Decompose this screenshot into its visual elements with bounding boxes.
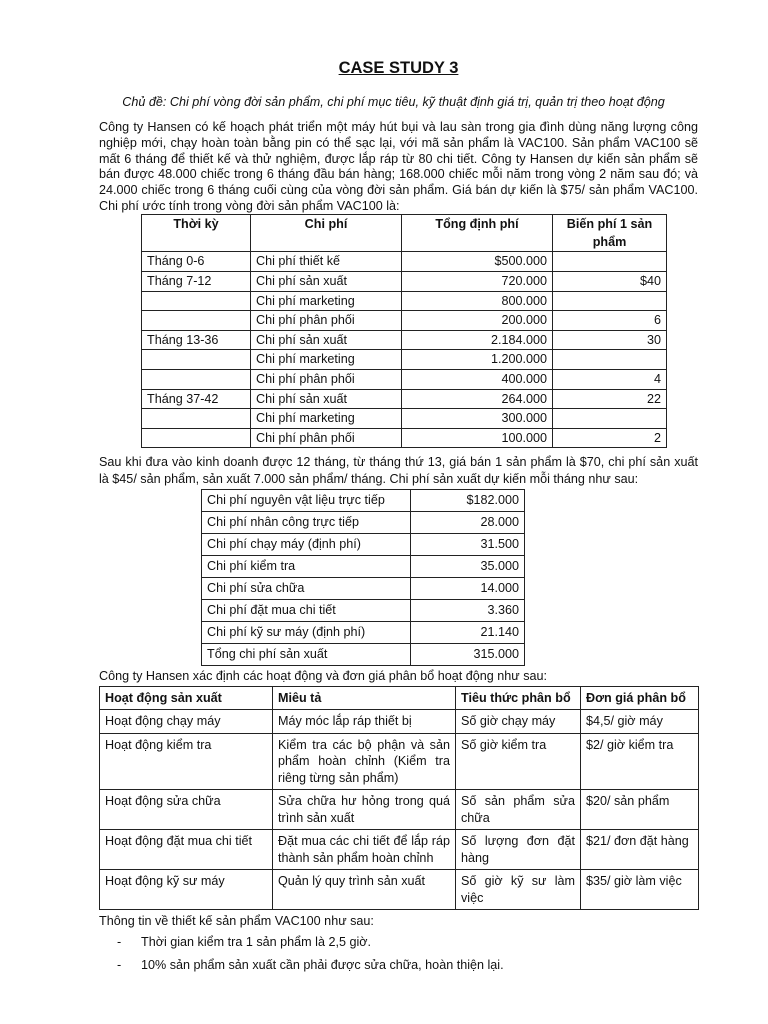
cell-description: Quản lý quy trình sản xuất	[273, 870, 456, 910]
cell-allocation-rate: $21/ đơn đặt hàng	[581, 830, 699, 870]
cell-fixed-cost: 800.000	[402, 291, 553, 311]
page-subtitle: Chủ đề: Chi phí vòng đời sản phẩm, chi phí mục tiêu, kỹ thuật định giá trị, quản trị theo hoạt động	[122, 95, 665, 109]
table-row	[202, 577, 525, 599]
cell-cost-type: Chi phí marketing	[251, 350, 402, 370]
cell-cost-type: Chi phí marketing	[251, 409, 402, 429]
cell-cost-type: Chi phí phân phối	[251, 369, 402, 389]
table-row	[142, 369, 667, 389]
cell-amount: 21.140	[411, 621, 525, 643]
cell-fixed-cost: 1.200.000	[402, 350, 553, 370]
cell-fixed-cost: 300.000	[402, 409, 553, 429]
cell-variable-cost: 2	[553, 428, 667, 448]
table-row	[202, 599, 525, 621]
cell-allocation-rate: $35/ giờ làm việc	[581, 870, 699, 910]
cell-period	[142, 311, 251, 331]
cell-allocation-basis: Số giờ kỹ sư làm việc	[456, 870, 581, 910]
cell-variable-cost	[553, 252, 667, 272]
list-item-text: 10% sản phẩm sản xuất cần phải được sửa chữa, hoàn thiện lại.	[141, 957, 504, 972]
table-row	[202, 511, 525, 533]
cell-description: Đặt mua các chi tiết để lắp ráp thành sản phẩm hoàn chỉnh	[273, 830, 456, 870]
cell-cost-type: Chi phí marketing	[251, 291, 402, 311]
activity-cost-table	[99, 686, 699, 911]
cell-fixed-cost: 400.000	[402, 369, 553, 389]
table-row	[202, 643, 525, 665]
cell-fixed-cost: 720.000	[402, 272, 553, 292]
header-description: Miêu tả	[273, 686, 456, 710]
cell-cost-item: Tổng chi phí sản xuất	[202, 643, 411, 665]
cell-amount: 31.500	[411, 533, 525, 555]
cell-amount: 315.000	[411, 643, 525, 665]
cell-amount: 35.000	[411, 555, 525, 577]
cell-amount: 3.360	[411, 599, 525, 621]
table-row	[202, 555, 525, 577]
cell-activity: Hoạt động đặt mua chi tiết	[100, 830, 273, 870]
cell-period	[142, 369, 251, 389]
table-header-row	[142, 215, 667, 252]
cell-activity: Hoạt động chạy máy	[100, 710, 273, 734]
table-row	[100, 870, 699, 910]
header-activity: Hoạt động sản xuất	[100, 686, 273, 710]
third-paragraph: Công ty Hansen xác định các hoạt động và đơn giá phân bổ hoạt động như sau:	[99, 668, 547, 683]
cell-period	[142, 428, 251, 448]
table-header-row	[100, 686, 699, 710]
cell-allocation-rate: $20/ sản phẩm	[581, 790, 699, 830]
cell-cost-item: Chi phí đặt mua chi tiết	[202, 599, 411, 621]
table-row	[142, 409, 667, 429]
cell-cost-item: Chi phí nhân công trực tiếp	[202, 511, 411, 533]
cell-variable-cost	[553, 350, 667, 370]
cell-cost-type: Chi phí phân phối	[251, 428, 402, 448]
cell-period	[142, 409, 251, 429]
cell-allocation-rate: $2/ giờ kiểm tra	[581, 733, 699, 790]
table-row	[202, 489, 525, 511]
list-item	[117, 957, 698, 973]
cell-period	[142, 350, 251, 370]
cell-allocation-basis: Số giờ chạy máy	[456, 710, 581, 734]
cell-activity: Hoạt động sửa chữa	[100, 790, 273, 830]
cell-cost-item: Chi phí kiểm tra	[202, 555, 411, 577]
cell-cost-item: Chi phí sửa chữa	[202, 577, 411, 599]
list-item-text: Thời gian kiểm tra 1 sản phẩm là 2,5 giờ.	[141, 934, 372, 949]
cell-fixed-cost: 100.000	[402, 428, 553, 448]
header-allocation-basis: Tiêu thức phân bổ	[456, 686, 581, 710]
bullet-marker: -	[117, 957, 122, 972]
cell-variable-cost: $40	[553, 272, 667, 292]
cell-allocation-basis: Số giờ kiểm tra	[456, 733, 581, 790]
cell-fixed-cost: 200.000	[402, 311, 553, 331]
cell-fixed-cost: 2.184.000	[402, 330, 553, 350]
cell-cost-type: Chi phí sản xuất	[251, 330, 402, 350]
intro-paragraph: Công ty Hansen có kế hoạch phát triển một máy hút bụi và lau sàn trong gia đình dùng năng lượng công nghiệp mới, chạy hoàn toàn bằng pin có thể sạc lại, với mã sản phẩm là VAC100. Sản phẩm VAC100 sẽ mất 6 tháng để thiết kế và thử nghiệm, được lắp ráp từ 80 chi tiết. Công ty Hansen dự kiến sản phẩm sẽ bán được 48.000 chiếc trong 6 tháng đầu bán hàng; 168.000 chiếc mỗi năm trong vòng 2 năm sau đó; và 24.000 chiếc trong 6 tháng cuối cùng của vòng đời sản phẩm. Giá bán dự kiến là $75/ sản phẩm VAC100. Chi phí ước tính trong vòng đời sản phẩm VAC100 là:	[99, 120, 698, 213]
cell-variable-cost: 4	[553, 369, 667, 389]
table-row	[142, 252, 667, 272]
table-row	[100, 710, 699, 734]
cell-period	[142, 291, 251, 311]
table-row	[100, 790, 699, 830]
cell-description: Sửa chữa hư hỏng trong quá trình sản xuất	[273, 790, 456, 830]
header-variable-cost: Biến phí 1 sản phẩm	[553, 215, 667, 252]
fourth-paragraph: Thông tin về thiết kế sản phẩm VAC100 như sau:	[99, 914, 374, 929]
cell-cost-item: Chi phí nguyên vật liệu trực tiếp	[202, 489, 411, 511]
table-row	[202, 533, 525, 555]
header-fixed-cost: Tổng định phí	[402, 215, 553, 252]
cell-cost-item: Chi phí kỹ sư máy (định phí)	[202, 621, 411, 643]
header-allocation-rate: Đơn giá phân bổ	[581, 686, 699, 710]
table-row	[142, 330, 667, 350]
cell-description: Kiểm tra các bộ phận và sản phẩm hoàn chỉnh (Kiểm tra riêng từng sản phẩm)	[273, 733, 456, 790]
cell-cost-type: Chi phí thiết kế	[251, 252, 402, 272]
header-cost: Chi phí	[251, 215, 402, 252]
bullet-list	[117, 934, 698, 973]
cell-period: Tháng 7-12	[142, 272, 251, 292]
cell-amount: 14.000	[411, 577, 525, 599]
page-title: CASE STUDY 3	[338, 59, 459, 77]
cell-variable-cost	[553, 291, 667, 311]
bullet-marker: -	[117, 934, 122, 949]
second-paragraph: Sau khi đưa vào kinh doanh được 12 tháng, từ tháng thứ 13, giá bán 1 sản phẩm là $70, chi phí sản xuất là $45/ sản phẩm, sản xuất 7.000 sản phẩm/ tháng. Chi phí sản xuất dự kiến mỗi tháng như sau:	[99, 455, 698, 486]
cell-variable-cost: 30	[553, 330, 667, 350]
table-row	[100, 830, 699, 870]
table-row	[142, 311, 667, 331]
cell-cost-type: Chi phí sản xuất	[251, 272, 402, 292]
cell-period: Tháng 0-6	[142, 252, 251, 272]
cell-period: Tháng 13-36	[142, 330, 251, 350]
lifecycle-cost-table	[141, 214, 667, 448]
cell-variable-cost: 6	[553, 311, 667, 331]
cell-activity: Hoạt động kiểm tra	[100, 733, 273, 790]
table-row	[100, 733, 699, 790]
cell-allocation-basis: Số lượng đơn đặt hàng	[456, 830, 581, 870]
cell-amount: $182.000	[411, 489, 525, 511]
table-row	[142, 291, 667, 311]
cell-amount: 28.000	[411, 511, 525, 533]
table-row	[142, 272, 667, 292]
cell-cost-type: Chi phí phân phối	[251, 311, 402, 331]
header-period: Thời kỳ	[142, 215, 251, 252]
cell-cost-item: Chi phí chạy máy (định phí)	[202, 533, 411, 555]
cell-activity: Hoạt động kỹ sư máy	[100, 870, 273, 910]
table-row	[142, 428, 667, 448]
cell-period: Tháng 37-42	[142, 389, 251, 409]
cell-description: Máy móc lắp ráp thiết bị	[273, 710, 456, 734]
cell-allocation-rate: $4,5/ giờ máy	[581, 710, 699, 734]
monthly-cost-table	[201, 489, 525, 666]
cell-variable-cost	[553, 409, 667, 429]
cell-allocation-basis: Số sản phẩm sửa chữa	[456, 790, 581, 830]
table-row	[142, 389, 667, 409]
table-row	[202, 621, 525, 643]
cell-fixed-cost: 264.000	[402, 389, 553, 409]
list-item	[117, 934, 698, 950]
cell-variable-cost: 22	[553, 389, 667, 409]
cell-fixed-cost: $500.000	[402, 252, 553, 272]
cell-cost-type: Chi phí sản xuất	[251, 389, 402, 409]
table-row	[142, 350, 667, 370]
